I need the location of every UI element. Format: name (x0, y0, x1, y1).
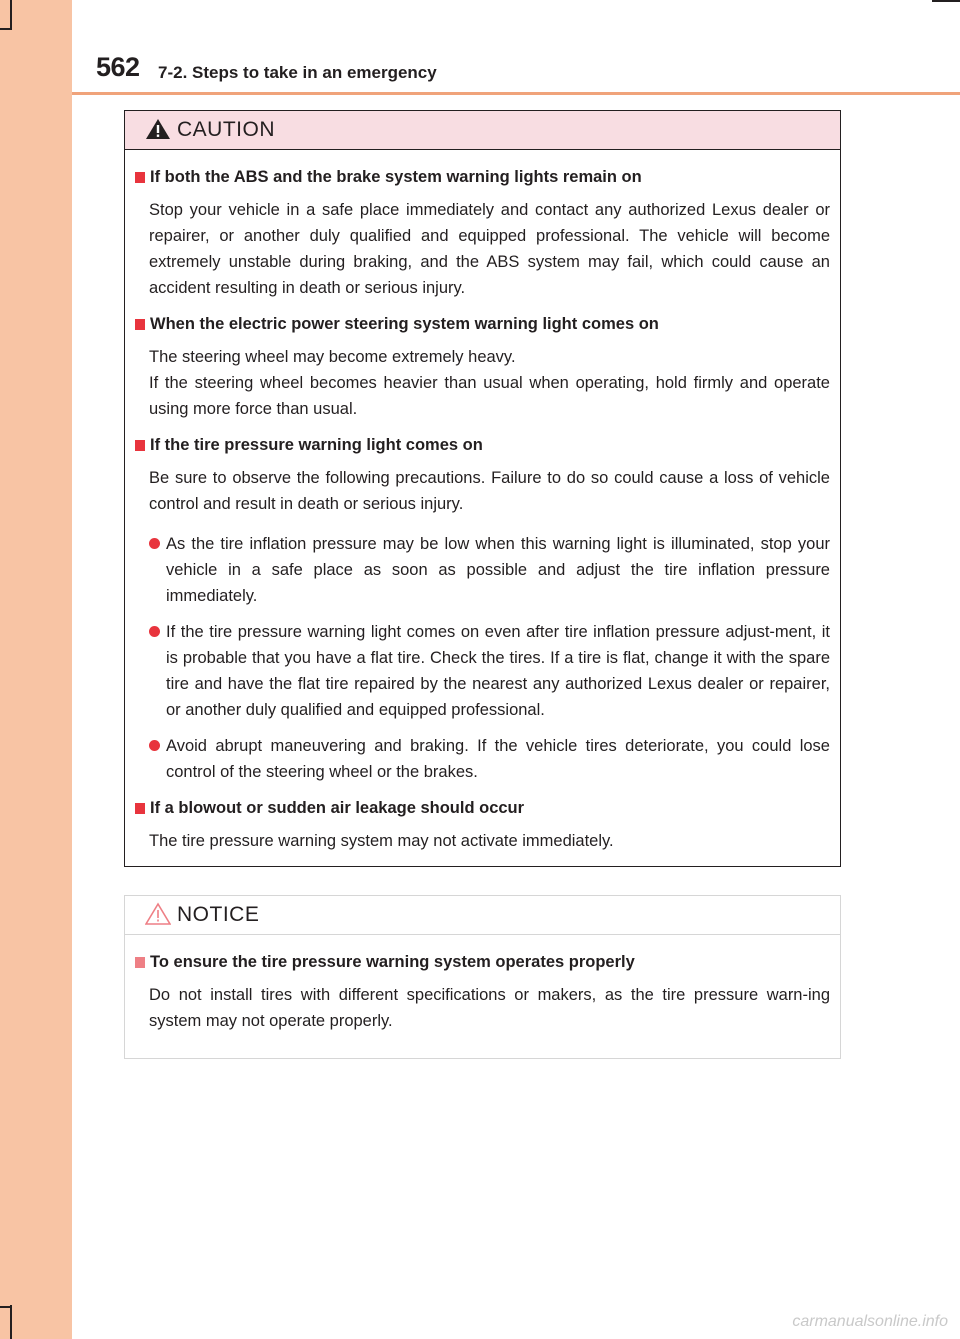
caution-paragraph: Be sure to observe the following precautions. Failure to do so could cause a loss of vehicle control and result in death or serious injury. (149, 469, 830, 513)
caution-body (125, 150, 840, 854)
caution-bullet-text: Avoid abrupt maneuvering and braking. If the vehicle tires deteriorate, you could lose control of the steering wheel or the brakes. (166, 737, 830, 781)
caution-heading-eps (135, 315, 830, 334)
caution-heading-tire-text: If the tire pressure warning light comes on (150, 436, 483, 454)
notice-triangle-icon (145, 902, 171, 926)
caution-heading-tire (135, 436, 830, 455)
header-rule (72, 92, 960, 95)
red-square-icon (135, 319, 145, 330)
caution-bullet (149, 531, 830, 609)
bullet-dot-icon (149, 740, 160, 751)
notice-paragraph: Do not install tires with different specifications or makers, as the tire pressure warn-ing system may not operate properly. (149, 986, 830, 1030)
caution-paragraph: The tire pressure warning system may not activate immediately. (149, 832, 614, 850)
red-square-icon (135, 172, 145, 183)
caution-paragraph: Stop your vehicle in a safe place immediately and contact any authorized Lexus dealer or repairer, or another duly qualified and equipped professional. The vehicle will become extremely unstable during braking, and the ABS system may fail, which could cause an accident resulting in death or serious injury. (149, 201, 830, 297)
caution-heading-blowout-text: If a blowout or sudden air leakage should occur (150, 799, 525, 817)
crop-mark-top-right (932, 0, 960, 2)
caution-header (125, 111, 840, 150)
notice-heading (135, 953, 830, 972)
caution-heading-abs (135, 168, 830, 187)
notice-header (125, 896, 840, 935)
crop-mark-top-left-h (0, 28, 10, 30)
caution-heading-abs-text: If both the ABS and the brake system warning lights remain on (150, 168, 642, 186)
notice-heading-text: To ensure the tire pressure warning system operates properly (150, 953, 635, 971)
caution-bullet-text: As the tire inflation pressure may be low when this warning light is illuminated, stop your vehicle in a safe place as soon as possible and adjust the tire inflation pressure immediately. (166, 535, 830, 605)
caution-heading-eps-text: When the electric power steering system warning light comes on (150, 315, 659, 333)
caution-paragraph-line: The steering wheel may become extremely heavy. (149, 348, 516, 366)
caution-box (124, 110, 841, 867)
page-number: 562 (96, 52, 140, 82)
bullet-dot-icon (149, 538, 160, 549)
section-title: 7-2. Steps to take in an emergency (158, 63, 437, 82)
chapter-side-tab (0, 0, 72, 1339)
caution-bullet (149, 619, 830, 723)
page-header (96, 52, 960, 92)
caution-heading-blowout (135, 799, 830, 818)
caution-bullet (149, 733, 830, 785)
red-square-icon (135, 803, 145, 814)
warning-triangle-icon (145, 117, 171, 141)
crop-mark-bottom-left (10, 1305, 12, 1339)
caution-paragraph (149, 344, 830, 422)
bullet-dot-icon (149, 626, 160, 637)
red-square-icon (135, 440, 145, 451)
pink-square-icon (135, 957, 145, 968)
notice-body (125, 935, 840, 1034)
caution-paragraph-line: If the steering wheel becomes heavier than usual when operating, hold firmly and operate using more force than usual. (149, 374, 830, 418)
caution-bullet-text: If the tire pressure warning light comes on even after tire inflation pressure adjust-ment, it is probable that you have a flat tire. Check the tires. If a tire is flat, change it with the spare tire and have the flat tire repaired by the nearest any authorized Lexus dealer or repairer, or another duly qualified and equipped professional. (166, 623, 830, 719)
watermark: carmanualsonline.info (792, 1313, 948, 1330)
crop-mark-top-left (10, 0, 12, 30)
crop-mark-bottom-left-h (0, 1306, 10, 1308)
notice-box (124, 895, 841, 1059)
notice-title: NOTICE (177, 903, 260, 926)
caution-title: CAUTION (177, 118, 275, 141)
